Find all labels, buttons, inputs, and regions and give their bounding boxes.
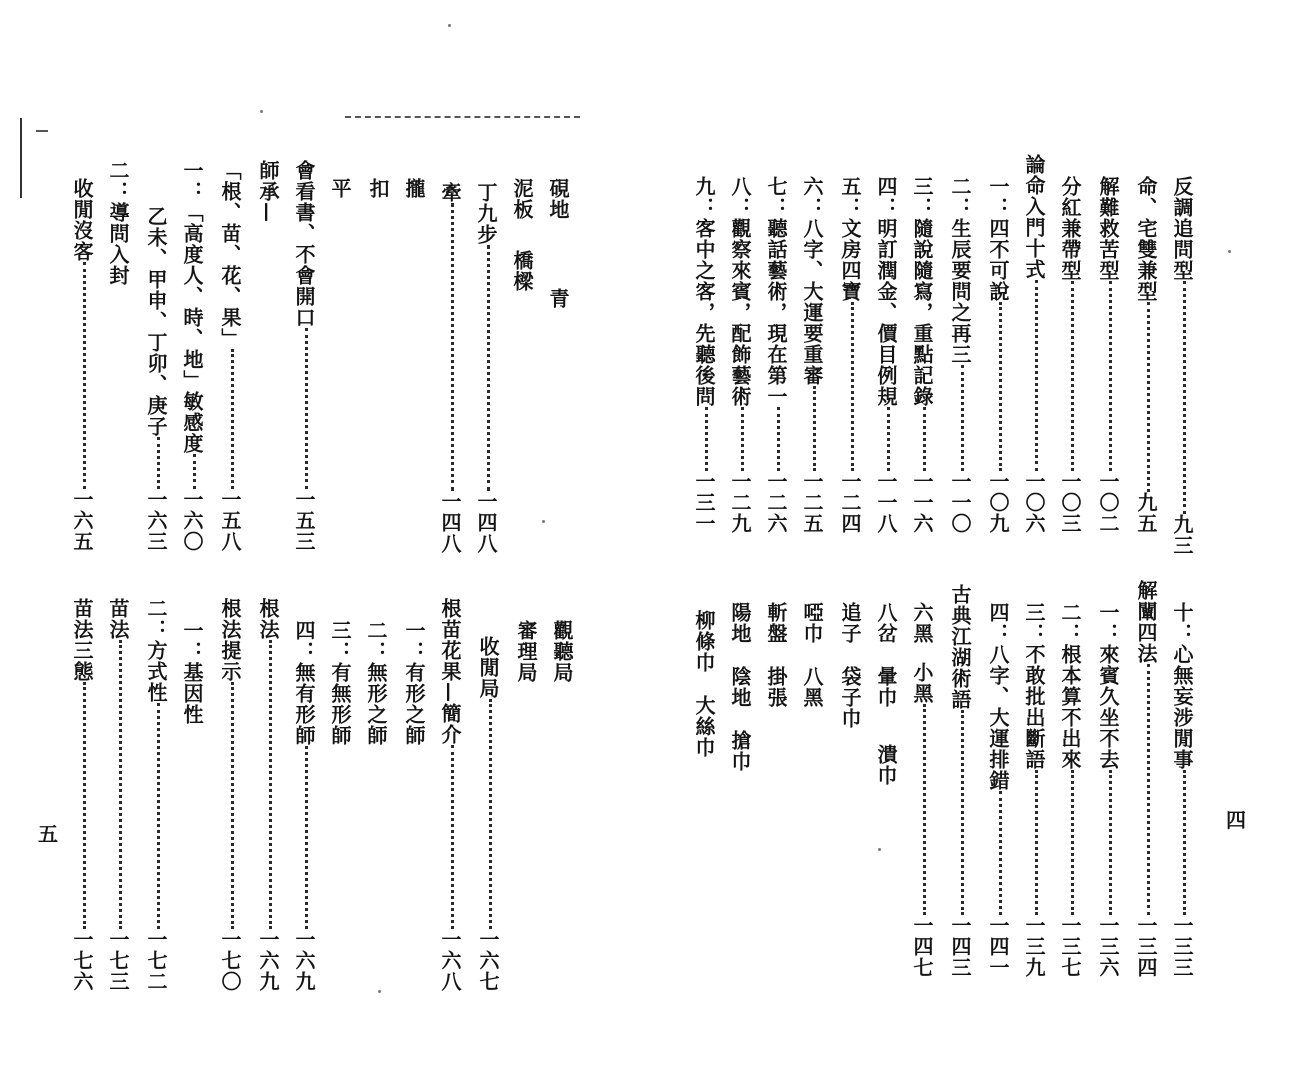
toc-entry: 十：心無妄涉閒事 一三三 (1170, 602, 1194, 978)
toc-entry: 根法 一六九 (256, 598, 280, 992)
toc-entry: 四：八字、大運排錯 一四一 (986, 602, 1010, 978)
toc-entry: 解闡四法 一三四 (1134, 580, 1158, 978)
toc-entry: 攏 (402, 178, 426, 199)
toc-entry: 扣 (366, 178, 390, 199)
toc-entry: 斬盤 掛張 (764, 602, 788, 708)
right-page (640, 0, 1312, 1080)
toc-entry: 論命入門十式 一〇六 (1022, 154, 1046, 534)
toc-entry: 平 (328, 178, 352, 199)
toc-entry: 六黑 小黑 一四七 (910, 602, 934, 978)
toc-entry: 觀聽局 (550, 620, 574, 683)
scan-speck (448, 24, 451, 27)
toc-entry: 五：文房四寶 一二四 (838, 176, 862, 534)
toc-entry: 六：八字、大運要重審 一二五 (800, 176, 824, 534)
toc-entry: 乙未、甲申、丁卯、庚子 一六三 (144, 206, 168, 552)
toc-entry: 一：來賓久坐不去 一三六 (1096, 602, 1120, 978)
toc-entry: 四：無有形師 一六九 (292, 620, 316, 992)
toc-entry: 九：客中之客，先聽後問 一三一 (692, 176, 716, 534)
scan-speck (378, 990, 381, 993)
scan-speck (1228, 250, 1231, 253)
toc-entry: 根苗花果—簡介 一六八 (438, 598, 462, 992)
toc-entry: 陽地 陰地 搶巾 (728, 602, 752, 772)
scan-speck (542, 520, 545, 523)
toc-entry: 三：隨說隨寫，重點記錄 一一六 (910, 176, 934, 534)
toc-entry: 命、宅雙兼型 九五 (1134, 176, 1158, 534)
top-dashed-rule (345, 116, 580, 118)
left-page (0, 0, 640, 1080)
toc-entry: 八岔 暈巾 潰巾 (874, 602, 898, 786)
toc-entry: 七：聽話藝術，現在第一 一二六 (764, 176, 788, 534)
toc-entry: 啞巾 八黑 (800, 602, 824, 708)
margin-rule (20, 118, 22, 198)
toc-entry: 「根、苗、花、果」 一五八 (218, 160, 242, 552)
toc-entry: 根法提示 一七〇 (218, 598, 242, 992)
toc-entry: 追子 袋子巾 (838, 602, 862, 729)
toc-entry: 三：有無形師 (328, 620, 352, 746)
toc-entry: 二：方式性 一七二 (144, 598, 168, 992)
toc-entry: 苗法 一七三 (106, 598, 130, 992)
page-number: 四 (1226, 808, 1246, 832)
toc-entry: 四：明訂潤金、價目例規 一一八 (874, 176, 898, 534)
toc-entry: 泥板 橋樑 (510, 178, 534, 292)
toc-entry: 解難救苦型 一〇二 (1096, 176, 1120, 534)
toc-entry: 二：根本算不出來 一三七 (1058, 602, 1082, 978)
toc-entry: 古典江湖術語 一四三 (948, 584, 972, 978)
toc-entry: 牽 一四八 (438, 182, 462, 554)
toc-entry: 會看書、不會開口 一五三 (292, 160, 316, 552)
toc-entry: 分紅兼帶型 一〇三 (1058, 176, 1082, 534)
toc-entry: 丁九步 一四八 (474, 182, 498, 554)
toc-entry: 八：觀察來賓，配飾藝術 一二九 (728, 176, 752, 534)
page-number: 五 (38, 822, 58, 846)
scan-speck (260, 110, 263, 113)
toc-entry: 二：無形之師 (364, 620, 388, 746)
scan-speck (878, 848, 881, 851)
toc-entry: 反調追問型 九三 (1170, 176, 1194, 556)
toc-entry: 收閒局 一六七 (476, 636, 500, 992)
toc-entry: 苗法三態 一七六 (70, 598, 94, 992)
toc-entry: 收閒沒客 一六五 (70, 178, 94, 552)
margin-tick (36, 130, 48, 132)
toc-entry: 三：不敢批出斷語 一三九 (1022, 602, 1046, 978)
toc-entry: 審理局 (514, 620, 538, 683)
toc-entry: 柳條巾 大絲巾 (692, 610, 716, 758)
toc-entry: 一：「高度人、時、地」敏感度 一六〇 (180, 160, 204, 552)
toc-entry: 一：基因性 (180, 620, 204, 725)
toc-entry: 二：導問入封 (106, 160, 130, 286)
toc-entry: 一：四不可說 一〇九 (986, 176, 1010, 534)
toc-entry: 一：有形之師 (402, 620, 426, 746)
toc-entry: 二：生辰要問之再三 一一〇 (948, 176, 972, 534)
toc-entry: 硯地 青 (546, 178, 570, 309)
toc-entry: 師承— (256, 160, 280, 223)
